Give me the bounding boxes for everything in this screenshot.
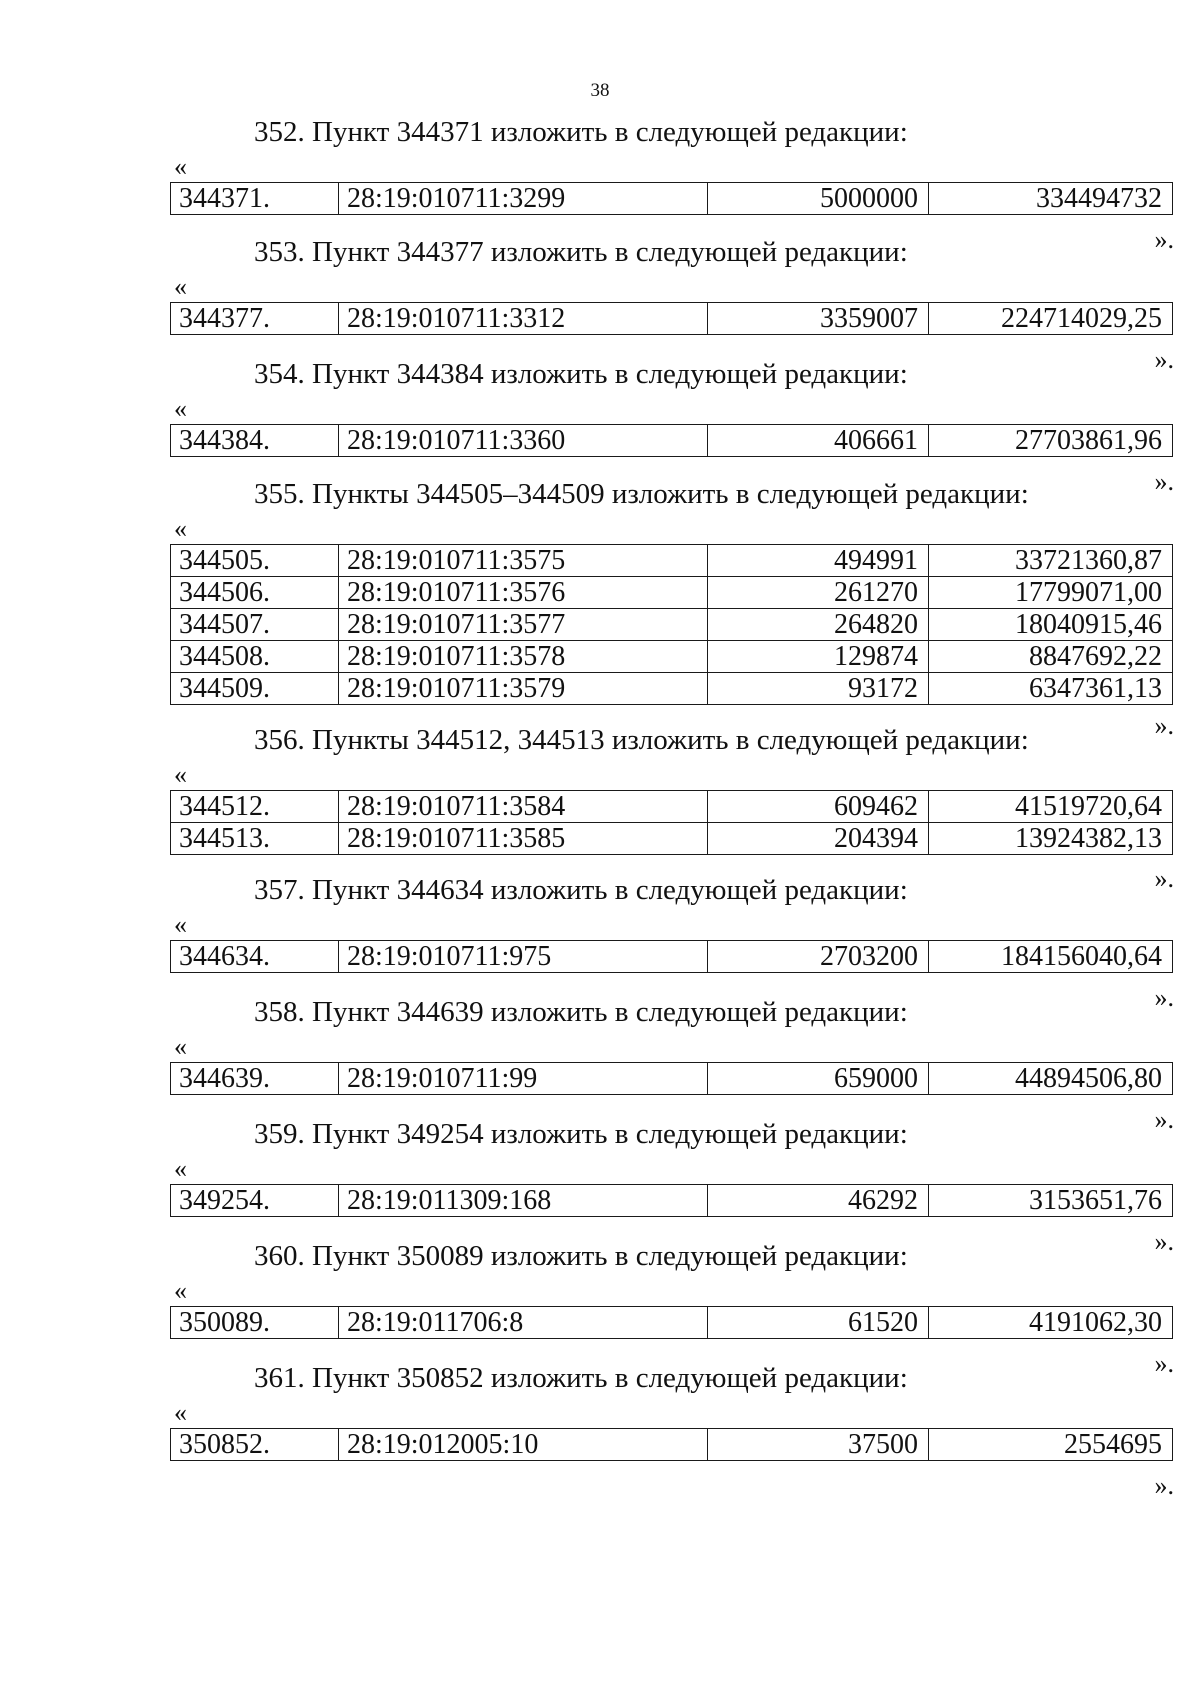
value-cell: 3153651,76 — [929, 1185, 1173, 1217]
area-cell: 93172 — [708, 673, 929, 705]
close-quote: ». — [1154, 983, 1174, 1012]
item-number-cell: 344513. — [171, 823, 339, 855]
area-cell: 609462 — [708, 791, 929, 823]
table-row — [171, 425, 1173, 457]
table-row — [171, 941, 1173, 973]
cadastral-number-cell: 28:19:010711:3577 — [339, 609, 708, 641]
value-cell: 41519720,64 — [929, 791, 1173, 823]
value-cell: 6347361,13 — [929, 673, 1173, 705]
table-row — [171, 183, 1173, 215]
close-quote: ». — [1154, 1349, 1174, 1378]
open-quote: « — [174, 1154, 187, 1183]
cadastral-number-cell: 28:19:010711:3585 — [339, 823, 708, 855]
item-number-cell: 349254. — [171, 1185, 339, 1217]
table-row — [171, 791, 1173, 823]
close-quote: ». — [1154, 345, 1174, 374]
item-number-cell: 344508. — [171, 641, 339, 673]
entries-table — [170, 790, 1173, 855]
amendment-heading: 352. Пункт 344371 изложить в следующей редакции: — [254, 116, 908, 148]
table-row — [171, 303, 1173, 335]
area-cell: 37500 — [708, 1429, 929, 1461]
item-number-cell: 344634. — [171, 941, 339, 973]
item-number-cell: 350852. — [171, 1429, 339, 1461]
cadastral-number-cell: 28:19:010711:99 — [339, 1063, 708, 1095]
amendment-heading: 357. Пункт 344634 изложить в следующей редакции: — [254, 874, 908, 906]
open-quote: « — [174, 1276, 187, 1305]
entries-table — [170, 940, 1173, 973]
entries-table — [170, 302, 1173, 335]
table-row — [171, 641, 1173, 673]
item-number-cell: 344505. — [171, 545, 339, 577]
table-row — [171, 1063, 1173, 1095]
cadastral-number-cell: 28:19:010711:3575 — [339, 545, 708, 577]
area-cell: 406661 — [708, 425, 929, 457]
table-row — [171, 1185, 1173, 1217]
amendment-heading: 358. Пункт 344639 изложить в следующей редакции: — [254, 996, 908, 1028]
close-quote: ». — [1154, 1471, 1174, 1500]
entries-table — [170, 544, 1173, 705]
entries-table — [170, 182, 1173, 215]
cadastral-number-cell: 28:19:010711:3312 — [339, 303, 708, 335]
area-cell: 129874 — [708, 641, 929, 673]
close-quote: ». — [1154, 1105, 1174, 1134]
area-cell: 2703200 — [708, 941, 929, 973]
value-cell: 44894506,80 — [929, 1063, 1173, 1095]
value-cell: 33721360,87 — [929, 545, 1173, 577]
close-quote: ». — [1154, 1227, 1174, 1256]
amendment-heading: 356. Пункты 344512, 344513 изложить в следующей редакции: — [254, 724, 1029, 756]
close-quote: ». — [1154, 467, 1174, 496]
item-number-cell: 344507. — [171, 609, 339, 641]
value-cell: 184156040,64 — [929, 941, 1173, 973]
table-row — [171, 1429, 1173, 1461]
amendment-heading: 354. Пункт 344384 изложить в следующей редакции: — [254, 358, 908, 390]
amendment-heading: 359. Пункт 349254 изложить в следующей редакции: — [254, 1118, 908, 1150]
item-number-cell: 344509. — [171, 673, 339, 705]
open-quote: « — [174, 152, 187, 181]
item-number-cell: 350089. — [171, 1307, 339, 1339]
cadastral-number-cell: 28:19:010711:3579 — [339, 673, 708, 705]
area-cell: 264820 — [708, 609, 929, 641]
close-quote: ». — [1154, 225, 1174, 254]
item-number-cell: 344506. — [171, 577, 339, 609]
table-row — [171, 545, 1173, 577]
cadastral-number-cell: 28:19:010711:975 — [339, 941, 708, 973]
value-cell: 224714029,25 — [929, 303, 1173, 335]
open-quote: « — [174, 514, 187, 543]
cadastral-number-cell: 28:19:010711:3584 — [339, 791, 708, 823]
page-number: 38 — [590, 80, 610, 101]
open-quote: « — [174, 1398, 187, 1427]
value-cell: 2554695 — [929, 1429, 1173, 1461]
value-cell: 334494732 — [929, 183, 1173, 215]
open-quote: « — [174, 760, 187, 789]
entries-table — [170, 1306, 1173, 1339]
close-quote: ». — [1154, 864, 1174, 893]
area-cell: 204394 — [708, 823, 929, 855]
area-cell: 659000 — [708, 1063, 929, 1095]
area-cell: 61520 — [708, 1307, 929, 1339]
amendment-heading: 361. Пункт 350852 изложить в следующей редакции: — [254, 1362, 908, 1394]
item-number-cell: 344377. — [171, 303, 339, 335]
cadastral-number-cell: 28:19:010711:3576 — [339, 577, 708, 609]
table-row — [171, 609, 1173, 641]
value-cell: 13924382,13 — [929, 823, 1173, 855]
entries-table — [170, 1428, 1173, 1461]
entries-table — [170, 1184, 1173, 1217]
item-number-cell: 344371. — [171, 183, 339, 215]
amendment-heading: 353. Пункт 344377 изложить в следующей редакции: — [254, 236, 908, 268]
value-cell: 4191062,30 — [929, 1307, 1173, 1339]
cadastral-number-cell: 28:19:010711:3578 — [339, 641, 708, 673]
open-quote: « — [174, 394, 187, 423]
area-cell: 46292 — [708, 1185, 929, 1217]
open-quote: « — [174, 272, 187, 301]
value-cell: 8847692,22 — [929, 641, 1173, 673]
table-row — [171, 823, 1173, 855]
item-number-cell: 344512. — [171, 791, 339, 823]
area-cell: 5000000 — [708, 183, 929, 215]
table-row — [171, 577, 1173, 609]
amendment-heading: 355. Пункты 344505–344509 изложить в следующей редакции: — [254, 478, 1029, 510]
cadastral-number-cell: 28:19:010711:3360 — [339, 425, 708, 457]
item-number-cell: 344639. — [171, 1063, 339, 1095]
open-quote: « — [174, 910, 187, 939]
amendment-heading: 360. Пункт 350089 изложить в следующей редакции: — [254, 1240, 908, 1272]
value-cell: 17799071,00 — [929, 577, 1173, 609]
close-quote: ». — [1154, 711, 1174, 740]
value-cell: 27703861,96 — [929, 425, 1173, 457]
area-cell: 3359007 — [708, 303, 929, 335]
value-cell: 18040915,46 — [929, 609, 1173, 641]
table-row — [171, 1307, 1173, 1339]
area-cell: 261270 — [708, 577, 929, 609]
area-cell: 494991 — [708, 545, 929, 577]
open-quote: « — [174, 1032, 187, 1061]
item-number-cell: 344384. — [171, 425, 339, 457]
cadastral-number-cell: 28:19:010711:3299 — [339, 183, 708, 215]
entries-table — [170, 1062, 1173, 1095]
cadastral-number-cell: 28:19:012005:10 — [339, 1429, 708, 1461]
table-row — [171, 673, 1173, 705]
cadastral-number-cell: 28:19:011706:8 — [339, 1307, 708, 1339]
cadastral-number-cell: 28:19:011309:168 — [339, 1185, 708, 1217]
entries-table — [170, 424, 1173, 457]
